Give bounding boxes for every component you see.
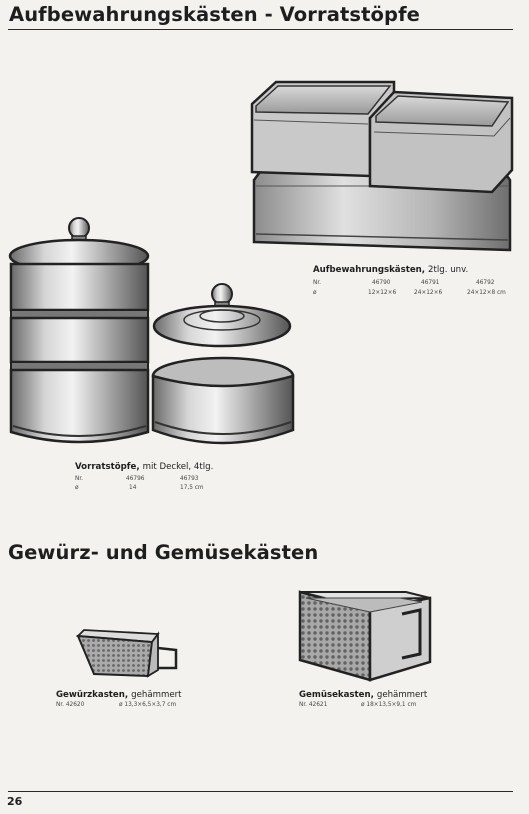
footer-rule: [8, 791, 513, 792]
page-title: Aufbewahrungskästen - Vorratstöpfe: [9, 3, 421, 26]
vorrat-nr-2: 46793: [180, 476, 199, 482]
gemuese-title-line: [299, 690, 427, 700]
gemuese-title: Gemüsekasten,: [299, 690, 374, 700]
header-rule: [8, 29, 513, 30]
gemuese-nr: Nr. 42621: [299, 702, 328, 708]
vorrat-title: Vorratstöpfe,: [75, 462, 140, 472]
gewuerz-dims: ø 13,3×6,5×3,7 cm: [119, 702, 177, 708]
spice-box-image: [76, 628, 182, 682]
storage-jars-image: [8, 216, 296, 454]
section-title-gewuerz-gemuese: Gewürz- und Gemüsekästen: [8, 541, 319, 564]
gewuerz-title-line: [56, 690, 182, 700]
vorrat-dim-1: 14: [129, 485, 137, 491]
aufbewahrung-dim-label: ø: [313, 290, 317, 296]
aufbewahrung-title: Aufbewahrungskästen,: [313, 265, 426, 275]
aufbewahrung-nr-1: 46790: [372, 280, 391, 286]
aufbewahrung-suffix: 2tlg. unv.: [428, 265, 469, 275]
vorrat-dim-label: ø: [75, 485, 79, 491]
vorrat-dim-2: 17,5 cm: [180, 485, 204, 491]
gemuese-suffix: gehämmert: [376, 690, 428, 700]
aufbewahrung-dim-1: 12×12×6: [368, 290, 397, 296]
aufbewahrung-nr-2: 46791: [421, 280, 440, 286]
gewuerz-nr: Nr. 42620: [56, 702, 85, 708]
page-number: 26: [7, 795, 23, 808]
aufbewahrung-nr-3: 46792: [476, 280, 495, 286]
aufbewahrung-title-line: [313, 265, 468, 275]
vorrat-nr-1: 46796: [126, 476, 145, 482]
vorrat-nr-label: Nr.: [75, 476, 84, 482]
gewuerz-suffix: gehämmert: [131, 690, 182, 700]
aufbewahrung-nr-label: Nr.: [313, 280, 322, 286]
aufbewahrung-dim-2: 24×12×6: [414, 290, 443, 296]
vorrat-suffix: mit Deckel, 4tlg.: [142, 462, 214, 472]
gemuese-dims: ø 18×13,5×9,1 cm: [361, 702, 417, 708]
gewuerz-title: Gewürzkasten,: [56, 690, 129, 700]
vegetable-box-image: [294, 588, 436, 684]
vorrat-title-line: [75, 462, 213, 472]
aufbewahrung-dim-3: 24×12×8 cm: [467, 290, 506, 296]
